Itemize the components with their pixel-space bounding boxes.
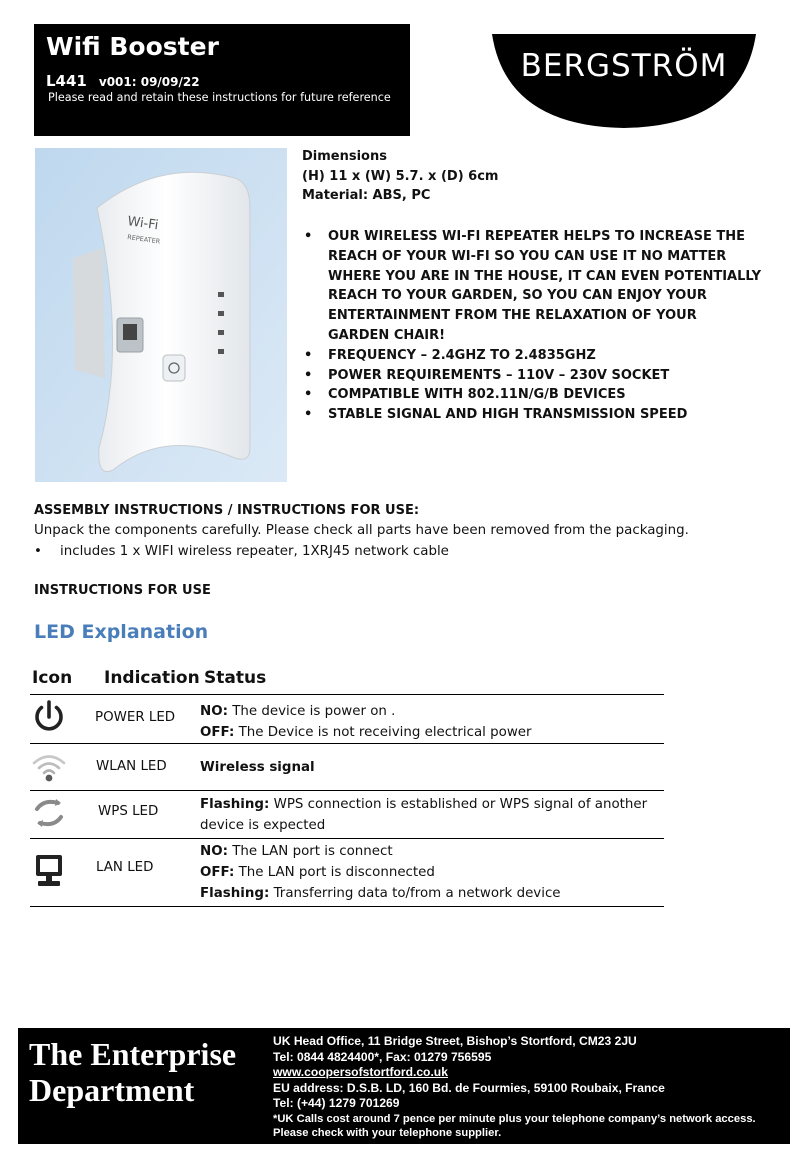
department-name: The Enterprise Department [29,1036,237,1108]
version: v001: 09/09/22 [98,75,200,89]
instructions-label: INSTRUCTIONS FOR USE [34,583,211,598]
assembly-text: Unpack the components carefully. Please check all parts have been removed from the packaging. [34,523,689,538]
status-line: OFF: The Device is not receiving electrical power [200,724,532,740]
model-code: L441 [46,72,87,90]
status-line: NO: The device is power on . [200,704,396,719]
list-item: • POWER REQUIREMENTS – 110V – 230V SOCKET [302,366,762,386]
phone-fax: Tel: 0844 4824400*, Fax: 01279 756595 [273,1049,492,1064]
led-heading: LED Explanation [34,621,209,643]
website-link[interactable]: www.coopersofstortford.co.uk [273,1065,448,1080]
eu-address: EU address: D.S.B. LD, 160 Bd. de Fourmies, 59100 Roubaix, France [273,1080,665,1095]
bullet-dot: • [34,544,42,559]
indication-wlan: WLAN LED [96,759,167,774]
power-icon [30,698,68,736]
table-rule [30,694,664,695]
status-wlan [200,758,315,779]
status-line: Wireless signal [200,760,315,775]
indication-lan: LAN LED [96,860,154,875]
dimensions-value: (H) 11 x (W) 5.7. x (D) 6cm [302,168,499,184]
column-header-icon: Icon [32,668,73,688]
assembly-title: ASSEMBLY INSTRUCTIONS / INSTRUCTIONS FOR USE: [34,503,420,518]
column-header-indication: Indication [104,668,200,688]
eu-phone: Tel: (+44) 1279 701269 [273,1096,400,1111]
bergstrom-logo [492,34,756,130]
header-banner [34,24,410,136]
status-lan [200,842,561,904]
status-line: device is expected [200,817,326,833]
wifi-icon [30,748,68,786]
product-image [35,148,287,482]
package-contents: includes 1 x WIFI wireless repeater, 1XRJ45 network cable [60,544,449,559]
table-rule [30,906,664,907]
status-line: OFF: The LAN port is disconnected [200,864,435,880]
status-line: Flashing: WPS connection is established or WPS signal of another [200,797,648,812]
status-wps [200,795,647,837]
material: Material: ABS, PC [302,188,431,203]
call-cost-note: *UK Calls cost around 7 pence per minute plus your telephone company’s network access. [273,1112,756,1125]
table-rule [30,838,664,839]
device-sublabel: REPEATER [126,233,161,246]
contact-block [273,1034,756,1141]
lan-monitor-icon [30,851,68,889]
list-item: • FREQUENCY – 2.4GHZ TO 2.4835GHZ [302,346,762,366]
list-item: • OUR WIRELESS WI-FI REPEATER HELPS TO INCREASE THE REACH OF YOUR WI-FI SO YOU CAN USE IT NO MATTER WHERE YOU ARE IN THE HOUSE, IT CAN EVEN POTENTIALLY REACH TO YOUR GARDEN, SO YOU CAN ENJOY YOUR ENTERTAINMENT FROM THE RELAXATION OF YOUR GARDEN CHAIR! [302,227,762,346]
table-rule [30,790,664,791]
feature-list [302,227,762,425]
model-line [46,72,200,90]
document-title: Wifi Booster [46,32,219,61]
logo-text: BERGSTRÖM [520,48,728,84]
supplier-note: Please check with your telephone supplier. [273,1127,502,1140]
status-power [200,702,532,744]
footer [18,1028,790,1144]
list-item: • COMPATIBLE WITH 802.11N/G/B DEVICES [302,385,762,405]
device-label: Wi-Fi [126,214,160,234]
column-header-status: Status [204,668,267,688]
specs-block [302,147,498,206]
dimensions-label: Dimensions [302,149,387,164]
indication-wps: WPS LED [98,804,159,819]
wps-icon [30,794,68,832]
head-office: UK Head Office, 11 Bridge Street, Bishop’s Stortford, CM23 2JU [273,1034,637,1048]
list-item: • STABLE SIGNAL AND HIGH TRANSMISSION SPEED [302,405,762,425]
retain-note: Please read and retain these instructions for future reference [48,91,391,104]
assembly-bullet [34,544,449,559]
status-line: Flashing: Transferring data to/from a network device [200,885,561,901]
indication-power: POWER LED [95,710,176,725]
status-line: NO: The LAN port is connect [200,844,393,859]
